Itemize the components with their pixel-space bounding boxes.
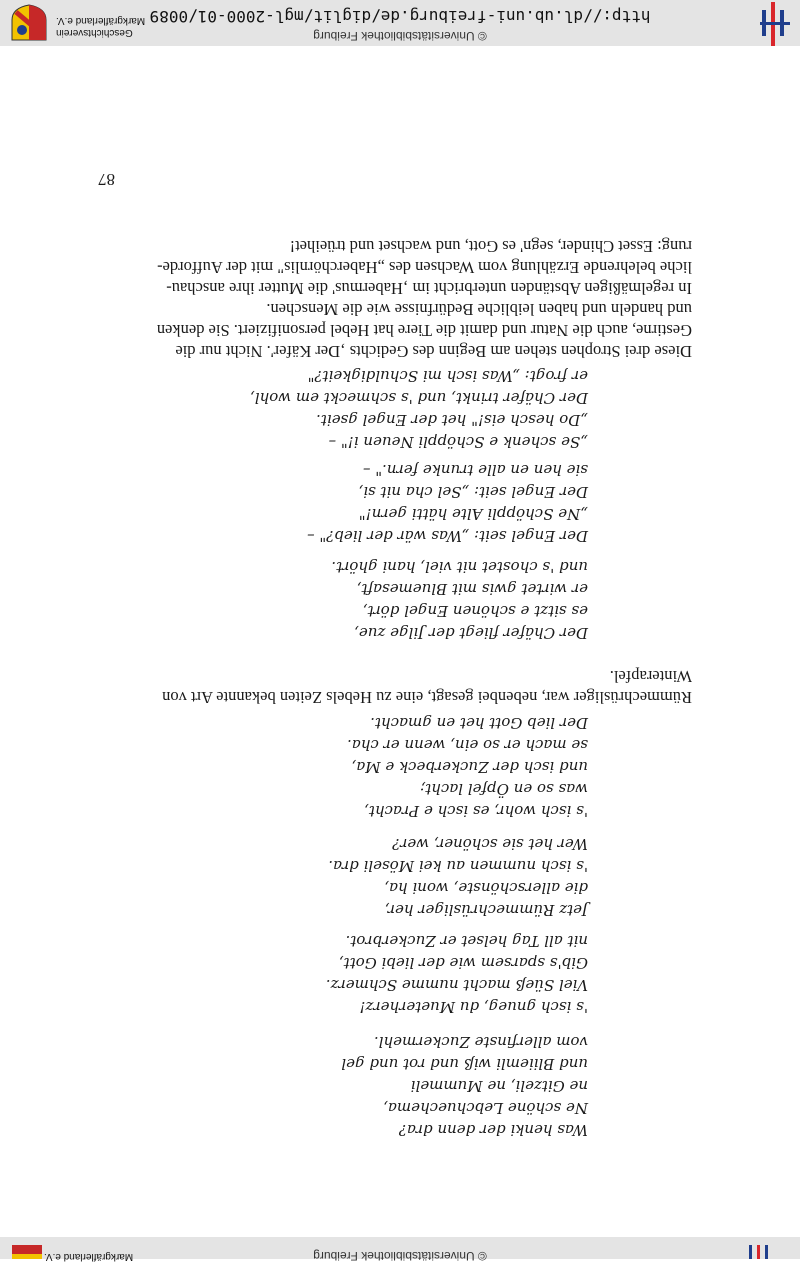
poem-line: 's isch wohr, es isch e Pracht, [364, 802, 588, 820]
poem-line: und Bliiemli wiß und rot und gel [341, 1055, 588, 1073]
poem-line: sie hen en alle trunke fern." – [362, 461, 588, 479]
poem-line: vom allerfinste Zuckermehl. [373, 1033, 588, 1051]
poem-line: er frogt: „Was isch mi Schuldigkeit?" [307, 367, 588, 385]
poem-line: 's isch nummen au kei Möseli dra. [328, 857, 588, 875]
poem-line: nit all Tag helset er Zuckerbrot. [345, 932, 588, 950]
poem-line: Der Engel seit: „Was wär der lieb?" – [307, 527, 588, 545]
prose-line: Gestirne, auch die Natur und damit die Tiere hat Hebel personifiziert. Sie denken [156, 321, 692, 340]
prose-line: Winterapfel. [609, 667, 692, 686]
poem-line: und 's chostet nit viel, hani ghört. [331, 558, 588, 576]
poem-line: Der Chäfer trinkt, und 's schmeckt em wohl, [250, 389, 588, 407]
poem-line: „Ne Schöppli Alte hätti gern!" [358, 505, 588, 523]
prose-line: In regelmäßigen Abständen unterbricht im ‚Habermus' die Mutter ihre anschau- [166, 279, 692, 298]
coat-of-arms-icon [10, 4, 48, 42]
footer-copyright-clipped: © Universitätsbibliothek Freiburg [313, 1249, 487, 1263]
poem-line: es sitzt e schönen Engel dört, [362, 602, 588, 620]
coat-of-arms-icon-clipped [12, 1243, 42, 1259]
poem-line: Gib's sparsem wie der liebi Gott, [338, 954, 588, 972]
society-name-line: Geschichtsverein [56, 27, 133, 38]
poem-line: „Se schenk e Schöppli Neuen i!" – [328, 433, 588, 451]
poem-line: Der Engel seit: „Sel cha nit si, [358, 483, 588, 501]
poem-line: er wirtet gwis mit Bluemesaft, [356, 580, 588, 598]
poem-line: die allerschönste, woni ha, [384, 879, 588, 897]
footer-copyright: © Universitätsbibliothek Freiburg [313, 29, 487, 43]
poem-line: se mach er so ein, wenn er cha. [347, 736, 588, 754]
poem-line: was so en Öpfel lacht; [420, 780, 588, 798]
prose-line: und handeln und haben leibliche Bedürfnisse wie die Menschen. [266, 300, 692, 319]
society-name-clipped: Markgräflerland e.V. [44, 1251, 134, 1262]
poem-line: Wer het sie schöner, wer? [392, 835, 588, 853]
poem-line: Viel Süeß macht numme Schmerz. [325, 976, 588, 994]
poem-line: Ne schöne Lebchuechema, [383, 1099, 588, 1117]
poem-line: Der lieb Gott het en gmacht. [370, 714, 588, 732]
ub-logo-icon-clipped [748, 1237, 768, 1259]
poem-line: „Do hesch eis!" het der Engel gseit. [316, 411, 588, 429]
prose-line: Rümmechrüsliger war, nebenbei gesagt, eine zu Hebels Zeiten bekannte Art von [162, 688, 692, 707]
poem-line: Was henki der denn dra? [398, 1121, 588, 1139]
poem-line: Jetz Rümmechrüsliger her, [384, 901, 588, 919]
poem-line: und isch der Zuckerbeck e Ma, [351, 758, 588, 776]
prose-line: rung: Esset Chinder, segn' es Gott, und wachset und trüeihet! [289, 237, 692, 256]
prose-line: liche belehrende Erzählung vom Wachsen des „Haberchörnlis" mit der Aufforde- [157, 258, 692, 277]
society-name [56, 14, 196, 38]
footer-bar-clipped [0, 1237, 800, 1263]
footer-bar [0, 0, 800, 46]
poem-line: Der Chäfer fliegt der Jilge zue, [354, 624, 588, 642]
footer-url[interactable]: http://dl.ub.uni-freiburg.de/diglit/mgl-2000-01/0089 [149, 7, 651, 26]
poem-line: 's isch gnueg, du Mueterherz! [359, 998, 588, 1016]
society-name-line: Markgräflerland e.V. [56, 15, 146, 26]
prose-line: Diese drei Strophen stehen am Beginn des Gedichts ‚Der Käfer'. Nicht nur die [175, 342, 692, 361]
page-number: 87 [98, 170, 115, 189]
poem-line: ne Gitzeli, ne Mummeli [410, 1077, 588, 1095]
